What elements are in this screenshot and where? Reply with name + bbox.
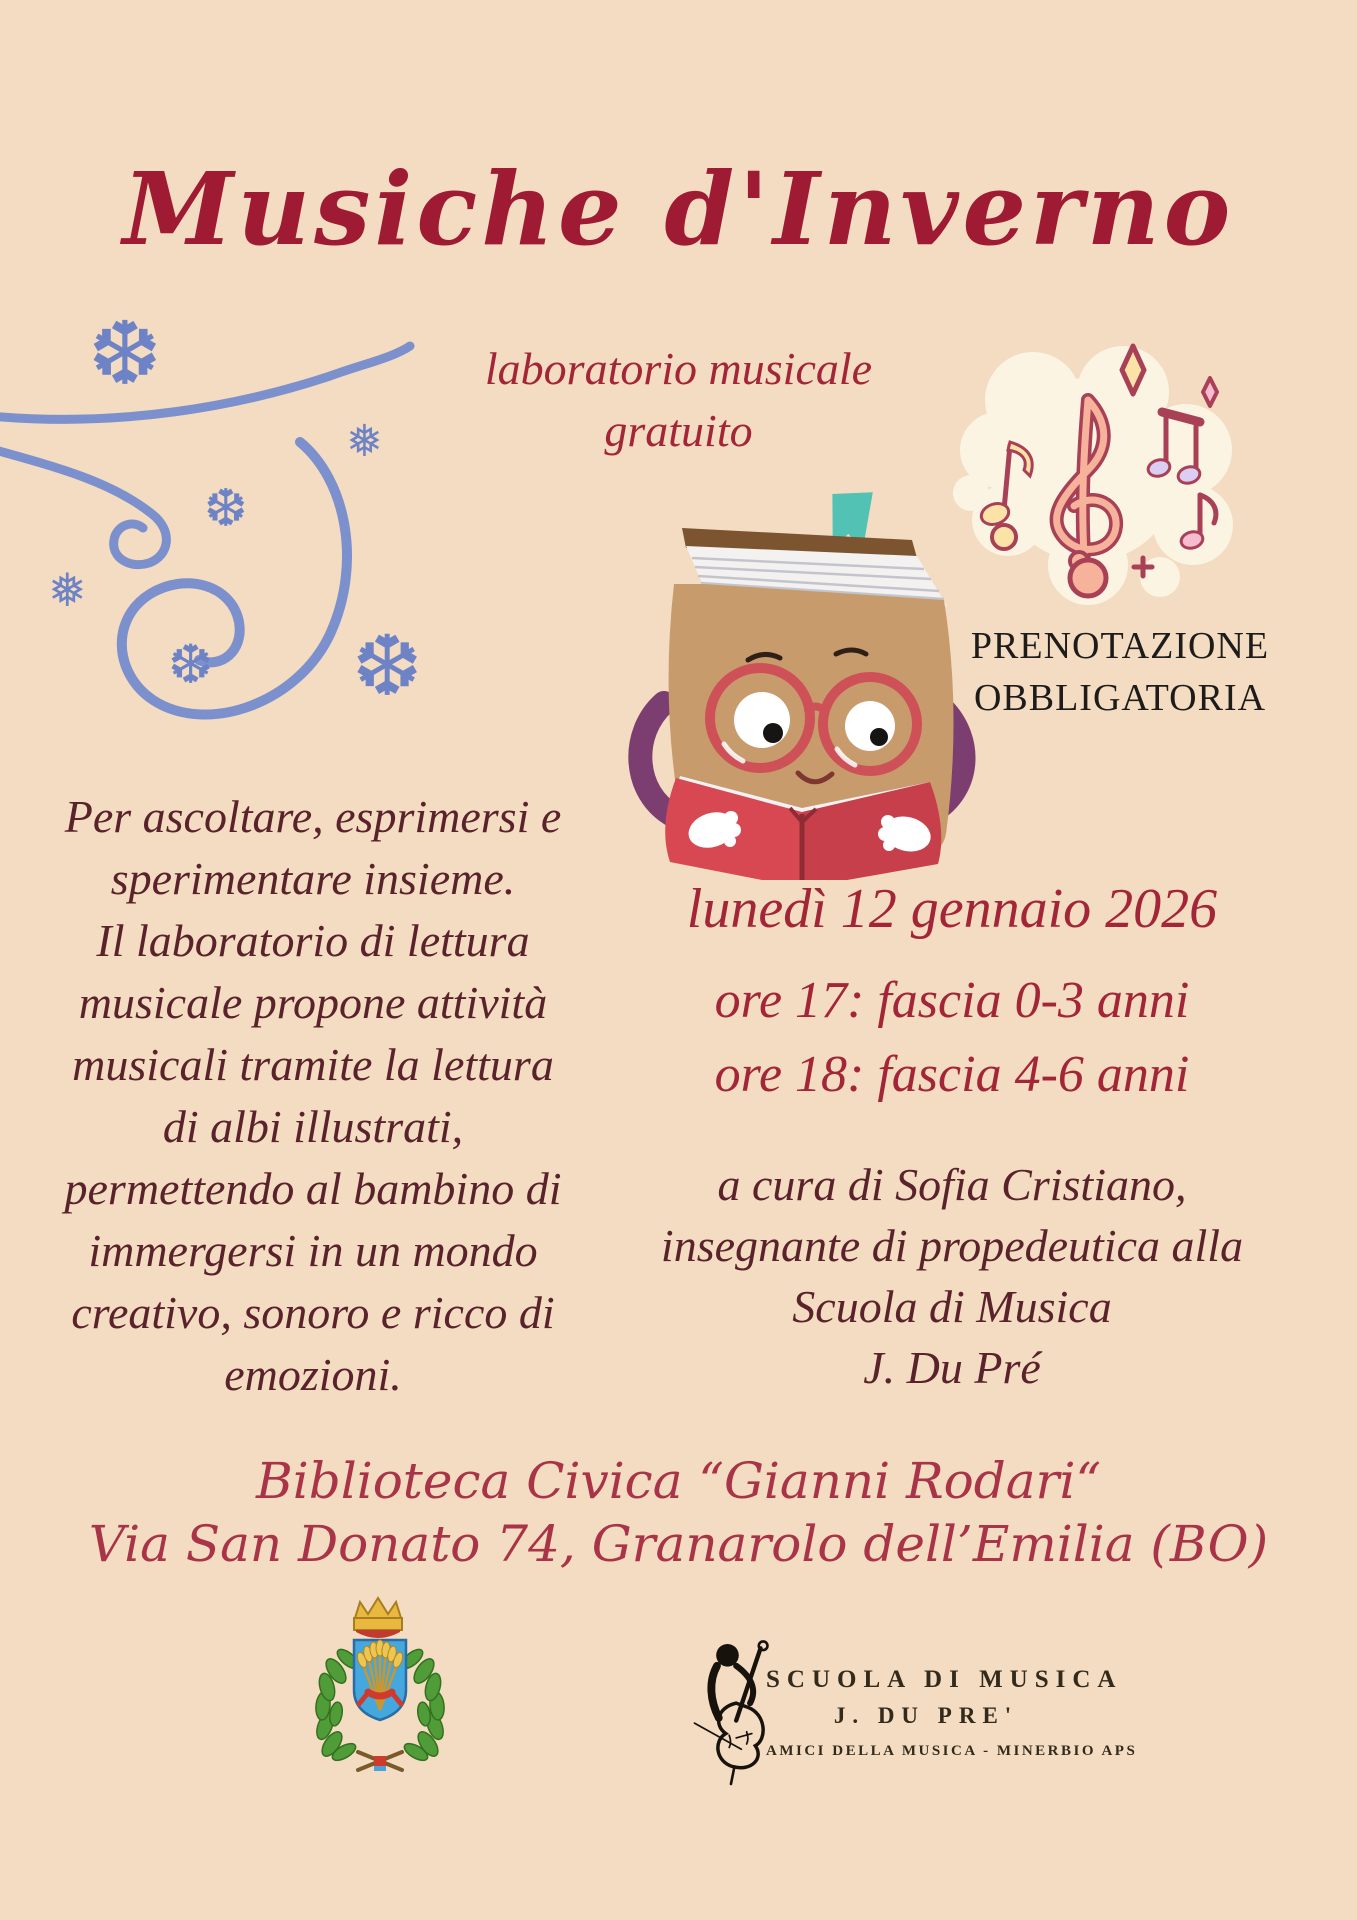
booking-line-1: PRENOTAZIONE <box>970 625 1270 667</box>
book-mascot <box>612 478 992 888</box>
snowflake-icon: ❆ <box>352 621 423 714</box>
snowflake-icon: ❆ <box>88 307 162 404</box>
description-line: musicali tramite la lettura <box>72 1039 554 1090</box>
schedule-line: ore 17: fascia 0-3 anni <box>714 972 1190 1029</box>
music-school-logo <box>676 1628 1156 1808</box>
booking-notice <box>948 620 1292 724</box>
subtitle-line-1: laboratorio musicale <box>484 343 873 394</box>
municipal-coat-of-arms <box>300 1592 460 1797</box>
venue-address: Via San Donato 74, Granarolo dell’Emilia (BO) <box>88 1515 1269 1573</box>
snowflake-icon: ❅ <box>48 565 87 616</box>
snowflake-icon: ❆ <box>168 635 214 695</box>
description-line: Per ascoltare, esprimersi e <box>64 791 562 842</box>
winter-decoration <box>0 307 470 750</box>
school-text <box>766 1666 1138 1760</box>
curator-line: a cura di Sofia Cristiano, <box>717 1159 1187 1210</box>
school-association: AMICI DELLA MUSICA - MINERBIO APS <box>766 1743 1138 1759</box>
event-details <box>652 878 1252 1398</box>
school-name-line-1: SCUOLA DI MUSICA <box>766 1666 1123 1693</box>
event-schedule <box>652 964 1252 1112</box>
snowflake-icon: ❆ <box>204 481 248 538</box>
subtitle-line-2: gratuito <box>604 405 753 456</box>
snowflake-icon: ❅ <box>346 417 383 466</box>
description-line: permettendo al bambino di <box>64 1163 562 1214</box>
schedule-line: ore 18: fascia 4-6 anni <box>714 1046 1190 1103</box>
venue-name: Biblioteca Civica “Gianni Rodari“ <box>255 1452 1102 1510</box>
description-line: musicale propone attività <box>78 977 548 1028</box>
description-line: immergersi in un mondo <box>88 1225 538 1276</box>
description-line: Il laboratorio di lettura <box>96 915 530 966</box>
reading-book-icon <box>612 478 992 883</box>
school-name-line-2: J. DU PRE' <box>833 1703 1019 1728</box>
poster-title: Musiche d'Inverno <box>122 150 1235 268</box>
description-line: emozioni. <box>224 1349 402 1400</box>
coat-of-arms-icon <box>300 1592 460 1792</box>
description-text <box>8 786 618 1406</box>
description-line: creativo, sonoro e ricco di <box>71 1287 555 1338</box>
venue-info <box>0 1450 1357 1576</box>
curator-line: Scuola di Musica <box>792 1281 1112 1332</box>
event-date: lunedì 12 gennaio 2026 <box>686 878 1218 940</box>
booking-line-2: OBBLIGATORIA <box>973 677 1267 719</box>
curator-line: J. Du Pré <box>863 1342 1041 1393</box>
description-line: di albi illustrati, <box>162 1101 464 1152</box>
curator-info <box>652 1154 1252 1398</box>
curator-line: insegnante di propedeutica alla <box>660 1220 1244 1271</box>
description-line: sperimentare insieme. <box>110 853 516 904</box>
